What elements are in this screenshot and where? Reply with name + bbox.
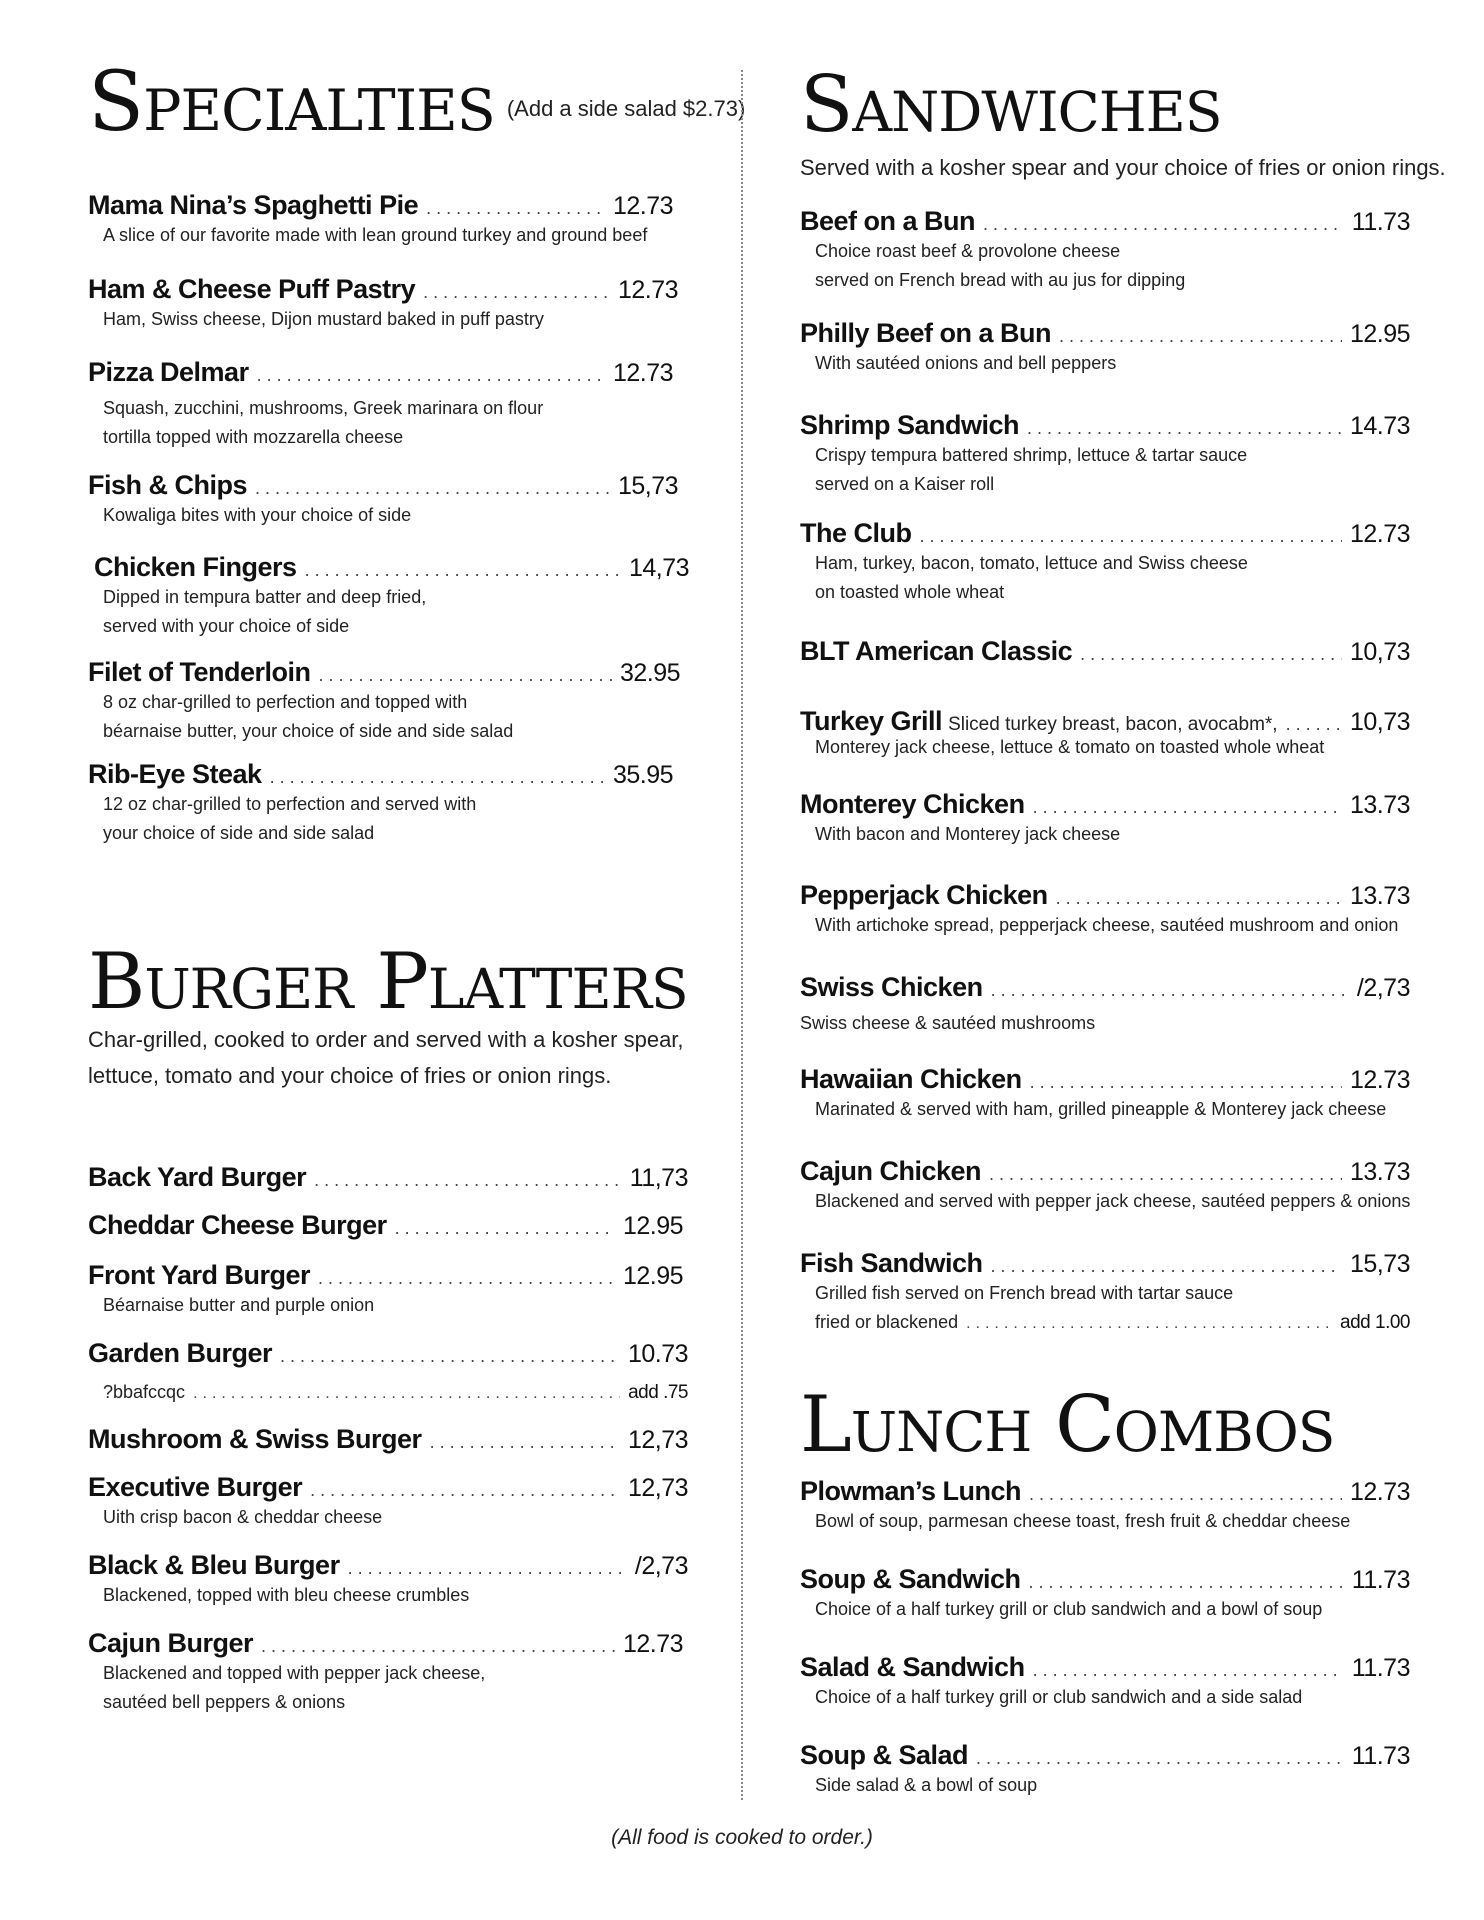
menu-item-rib-eye-steak [88,759,673,848]
item-name: Philly Beef on a Bun [800,318,1052,348]
menu-item-filet-tenderloin [88,657,680,746]
leader-dots [1033,797,1342,818]
fish-option-row [815,1308,1410,1337]
item-price: 12,73 [627,1426,688,1454]
menu-item-fish-chips [88,470,678,530]
item-price: 10,73 [1349,708,1410,736]
menu-item-pizza-delmar [88,357,673,452]
item-price: 14.73 [1349,412,1410,440]
leader-dots [966,1315,1332,1333]
menu-item-pepperjack-chicken [800,880,1410,940]
menu-item-fish-sandwich [800,1248,1410,1337]
leader-dots [1030,1072,1342,1093]
item-name: Mama Nina’s Spaghetti Pie [88,190,419,220]
item-description: With bacon and Monterey jack cheese [815,824,1121,844]
item-description: Ham, turkey, bacon, tomato, lettuce and Swiss cheese [815,553,1248,573]
item-description: Squash, zucchini, mushrooms, Greek marinara on flour [103,398,544,418]
menu-item-beef-on-a-bun [800,206,1410,295]
menu-item-turkey-grill [800,706,1410,757]
item-price: 12.73 [617,276,678,304]
leader-dots [261,1636,615,1657]
item-description: Kowaliga bites with your choice of side [103,505,412,525]
leader-dots [983,214,1344,235]
item-price: 12.73 [1349,1066,1410,1094]
item-name: Ham & Cheese Puff Pastry [88,274,416,304]
leader-dots [920,526,1342,547]
item-name: Hawaiian Chicken [800,1064,1022,1094]
item-description: served on French bread with au jus for dipping [815,270,1186,290]
side-salad-note: (Add a side salad $2.73) [506,95,746,121]
item-description: Dipped in tempura batter and deep fried, [103,587,427,607]
item-description: béarnaise butter, your choice of side and side salad [103,721,514,741]
leader-dots [426,198,605,219]
item-description: Choice of a half turkey grill or club sandwich and a bowl of soup [815,1599,1323,1619]
item-name: Shrimp Sandwich [800,410,1020,440]
item-price: 12,73 [627,1474,688,1502]
menu-item-back-yard-burger [88,1162,688,1193]
lunch-combos-title: Lunch Combos [800,1380,1335,1470]
item-price: 11.73 [1351,1654,1410,1682]
item-name: Front Yard Burger [88,1260,311,1290]
item-description: Side salad & a bowl of soup [815,1775,1038,1795]
item-description: 8 oz char-grilled to perfection and topped with [103,692,468,712]
item-description: Monterey jack cheese, lettuce & tomato on toasted whole wheat [815,737,1325,757]
leader-dots [423,282,610,303]
menu-item-salad-sandwich [800,1652,1410,1712]
footer-note: (All food is cooked to order.) [611,1826,873,1849]
item-description: Blackened, topped with bleu cheese crumbles [103,1585,470,1605]
burger-platters-title: Burger Platters [88,937,688,1027]
addon-label: ?bbafccqc [103,1382,186,1402]
item-price: 12.73 [1349,520,1410,548]
leader-dots [318,1268,615,1289]
item-description: Blackened and topped with pepper jack cheese, [103,1663,486,1683]
leader-dots [1059,326,1342,347]
item-price: 12.95 [622,1262,683,1290]
item-price: 11.73 [1351,208,1410,236]
item-description: Blackened and served with pepper jack cheese, sautéed peppers & onions [815,1191,1411,1211]
item-name: Beef on a Bun [800,206,976,236]
item-name: Black & Bleu Burger [88,1550,340,1580]
item-description: sautéed bell peppers & onions [103,1692,346,1712]
menu-item-executive-burger [88,1472,688,1532]
menu-item-philly-beef-on-a-bun [800,318,1410,378]
item-description: Grilled fish served on French bread with tartar sauce [815,1283,1234,1303]
burger-intro [88,1022,684,1094]
item-name: Fish Sandwich [800,1248,983,1278]
item-description: Crispy tempura battered shrimp, lettuce & tartar sauce [815,445,1248,465]
leader-dots [310,1480,620,1501]
item-description: served on a Kaiser roll [815,474,995,494]
sandwiches-title: Sandwiches [800,60,1222,150]
item-description: Marinated & served with ham, grilled pineapple & Monterey jack cheese [815,1099,1387,1119]
item-price: 32.95 [619,659,680,687]
item-price: 10.73 [627,1340,688,1368]
leader-dots [430,1432,620,1453]
item-name: Salad & Sandwich [800,1652,1025,1682]
item-name: Mushroom & Swiss Burger [88,1424,422,1454]
item-price: 15,73 [617,472,678,500]
garden-addon-row [103,1378,688,1407]
leader-dots [348,1558,627,1579]
item-name: Back Yard Burger [88,1162,307,1192]
item-price: 10,73 [1349,638,1410,666]
item-name: Chicken Fingers [94,552,297,582]
burger-intro-line: lettuce, tomato and your choice of fries or onion rings. [88,1063,612,1088]
item-name: Cheddar Cheese Burger [88,1210,387,1240]
specialties-title [88,55,746,150]
leader-dots [319,665,612,686]
leader-dots [1029,1572,1344,1593]
item-description: Béarnaise butter and purple onion [103,1295,375,1315]
item-price: 12.95 [1349,320,1410,348]
menu-item-ham-cheese-puff-pastry [88,274,678,334]
item-price: 12.73 [612,192,673,220]
menu-item-shrimp-sandwich [800,410,1410,499]
item-price: 11,73 [629,1164,688,1192]
item-price: 12.73 [612,359,673,387]
specialties-title-text: Specialties [88,55,495,150]
leader-dots [989,1164,1342,1185]
item-name: BLT American Classic [800,636,1073,666]
item-description: Ham, Swiss cheese, Dijon mustard baked in puff pastry [103,309,544,329]
leader-dots [395,1218,615,1239]
item-inline-description: Sliced turkey breast, bacon, avocabm*, [948,714,1278,735]
menu-item-cheddar-cheese-burger [88,1210,683,1241]
leader-dots [1286,714,1342,735]
item-price: /2,73 [1356,974,1410,1002]
item-description: With sautéed onions and bell peppers [815,353,1117,373]
item-description: 12 oz char-grilled to perfection and served with [103,794,477,814]
item-name: Soup & Sandwich [800,1564,1021,1594]
option-label: fried or blackened [815,1312,959,1332]
item-description: Swiss cheese & sautéed mushrooms [800,1013,1096,1033]
item-price: 12.95 [622,1212,683,1240]
item-price: 13.73 [1349,882,1410,910]
item-description: Choice of a half turkey grill or club sandwich and a side salad [815,1687,1303,1707]
item-name: Plowman’s Lunch [800,1476,1022,1506]
menu-item-chicken-fingers [94,552,689,641]
leader-dots [991,1256,1342,1277]
menu-item-black-bleu-burger [88,1550,688,1610]
item-price: 14,73 [628,554,689,582]
leader-dots [1080,644,1342,665]
item-price: 13.73 [1349,791,1410,819]
leader-dots [1056,888,1342,909]
leader-dots [305,560,621,581]
menu-item-soup-sandwich [800,1564,1410,1624]
addon-price: add .75 [628,1382,688,1403]
menu-item-garden-burger [88,1338,688,1407]
leader-dots [1029,1484,1342,1505]
leader-dots [255,478,610,499]
leader-dots [257,365,605,386]
menu-item-mushroom-swiss-burger [88,1424,688,1455]
item-price: /2,73 [634,1552,688,1580]
menu-item-front-yard-burger [88,1260,683,1320]
menu-item-plowmans-lunch [800,1476,1410,1536]
item-description: Bowl of soup, parmesan cheese toast, fresh fruit & cheddar cheese [815,1511,1351,1531]
option-price: add 1.00 [1340,1312,1410,1333]
item-name: Filet of Tenderloin [88,657,311,687]
menu-item-hawaiian-chicken [800,1064,1410,1124]
menu-item-monterey-chicken [800,789,1410,849]
item-price: 12.73 [622,1630,683,1658]
sandwiches-intro: Served with a kosher spear and your choice of fries or onion rings. [800,155,1446,180]
menu-item-cajun-burger [88,1628,683,1717]
item-description: tortilla topped with mozzarella cheese [103,427,404,447]
leader-dots [1027,418,1342,439]
item-name: Rib-Eye Steak [88,759,262,789]
burger-intro-line: Char-grilled, cooked to order and served with a kosher spear, [88,1027,684,1052]
item-name: Soup & Salad [800,1740,969,1770]
menu-item-swiss-chicken [800,972,1410,1038]
item-name: The Club [800,518,912,548]
item-price: 13.73 [1349,1158,1410,1186]
item-price: 15,73 [1349,1250,1410,1278]
item-name: Garden Burger [88,1338,273,1368]
item-description: served with your choice of side [103,616,350,636]
item-name: Cajun Burger [88,1628,254,1658]
menu-item-cajun-chicken [800,1156,1410,1216]
item-description: on toasted whole wheat [815,582,1005,602]
item-name: Pepperjack Chicken [800,880,1048,910]
item-price: 35.95 [612,761,673,789]
item-price: 11.73 [1351,1566,1410,1594]
leader-dots [314,1170,622,1191]
menu-item-spaghetti-pie [88,190,673,250]
leader-dots [976,1748,1344,1769]
item-name: Cajun Chicken [800,1156,982,1186]
item-name: Executive Burger [88,1472,303,1502]
leader-dots [280,1346,620,1367]
item-description: Choice roast beef & provolone cheese [815,241,1121,261]
item-description: With artichoke spread, pepperjack cheese, sautéed mushroom and onion [815,915,1399,935]
menu-item-the-club [800,518,1410,607]
item-price: 11.73 [1351,1742,1410,1770]
item-name: Swiss Chicken [800,972,983,1002]
leader-dots [1033,1660,1344,1681]
leader-dots [991,980,1349,1001]
column-divider [741,70,743,1800]
item-price: 12.73 [1349,1478,1410,1506]
item-description: Uith crisp bacon & cheddar cheese [103,1507,383,1527]
item-description: your choice of side and side salad [103,823,375,843]
item-description: A slice of our favorite made with lean ground turkey and ground beef [103,225,648,245]
leader-dots [270,767,605,788]
menu-item-blt-american-classic [800,636,1410,667]
item-name: Turkey Grill [800,706,943,736]
leader-dots [193,1385,620,1403]
item-name: Monterey Chicken [800,789,1025,819]
menu-item-soup-salad [800,1740,1410,1800]
item-name: Pizza Delmar [88,357,249,387]
item-name: Fish & Chips [88,470,248,500]
